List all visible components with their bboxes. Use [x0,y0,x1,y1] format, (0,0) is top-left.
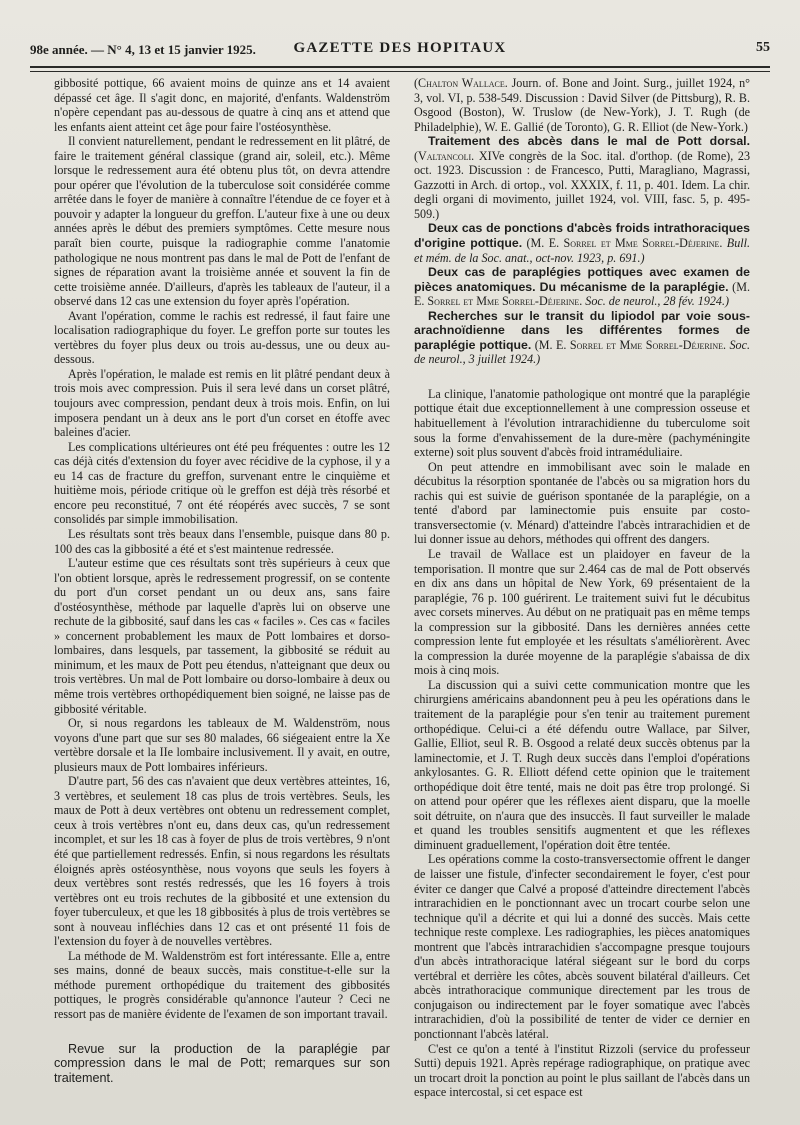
reference-title: Deux cas de ponctions d'abcès froids intrathoraciques d'origine pottique. [414,221,750,251]
paragraph: D'autre part, 56 des cas n'avaient que deux vertèbres atteintes, 16, 3 vertèbres, et seulement 18 cas plus de trois vertèbres. Seuls, les maux de Pott à deux vertèbres ont obtenu un redressement complet, ceux à trois vertèbres n'ont eu, dans deux cas, qu'un redressement incomplet, et sur les 18 cas à foyer de plus de trois vertèbres, 9 n'ont été que partiellement redressés. Enfin, si nous regardons les résultats éloignés après ostéosynthèse, nous voyons que seuls les foyers à deux vertèbres sont restés redressés, que les 16 foyers à trois vertèbres ont eu trois rechutes de la gibbosité et une extension du foyer tuberculeux, et que les 18 gibbosités à plus de trois vertèbres se sont à nouveau infléchies dans 12 cas et ont présenté 11 fois de l'extension du foyer à de nouvelles vertèbres. [54,774,390,949]
paragraph: Il convient naturellement, pendant le redressement en lit plâtré, de faire le traitement général classique (grand air, soleil, etc.). Même lorsque le redressement aura été obtenu plus tôt, on devra attendre pour opérer que l'évolution de la tuberculose soit considérée comme arrêtée dans le foyer de manière à connaître l'étendue de ce foyer et à pouvoir y adapter la longueur du greffon. L'auteur fixe à une ou deux années après le début des premiers symptômes. Cette mesure nous paraît bien courte, puisque la radiographie comme l'anatomie pathologique ne nous montrent pas dans le mal de Pott de l'enfant de signes de réparation avant la troisième année et souvent la fin de cette troisième année. D'ailleurs, d'après les tableaux de l'auteur, il a observé dans 12 cas une extension du foyer après l'opération. [54,134,390,309]
journal-title: GAZETTE DES HOPITAUX [293,40,507,56]
right-column [414,76,750,1116]
reference-details: Soc. de neurol., 3 juillet 1924.) [414,337,750,367]
paragraph: Le travail de Wallace est un plaidoyer en faveur de la temporisation. Il montre que sur 2.464 cas de mal de Pott observés en dix ans dans un hôpital de New York, 69 présentaient de la paraplégie, 76 p. 100 guérirent. Le traitement suivi fut le décubitus avec corsets minerves. Au début on ne pratiquait pas en même temps la compression sur la gibbosité. Dans les dernières années cette compression lente fut employée et les résultats s'améliorèrent. Avec la compression la durée moyenne de la paraplégie s'abaissa de dix mois à cinq mois. [414,546,750,678]
reference-title: Deux cas de paraplégies pottiques avec examen de pièces anatomiques. Du mécanisme de la paraplégie. [414,265,750,294]
reference-entry [414,265,750,309]
left-column [54,76,390,1116]
reference-entry [414,221,750,265]
header-rule-thin [30,71,770,72]
header-rule-thick [30,66,770,68]
paragraph: Or, si nous regardons les tableaux de M. Waldenström, nous voyons d'une part que sur ses 80 malades, 66 siégeaient entre la Xe vertèbre dorsale et la IIe lombaire inclusivement. Il y avait, en outre, plusieurs maux de Pott lombaires inférieurs. [54,716,390,774]
reference-details: XIVe congrès de la Soc. ital. d'orthop. (de Rome), 23 oct. 1923. Discussion : de Francesco, Putti, Maragliano, Magrassi, Gazzotti in Arch. di ortop., vol. XXXIX, f. 11, p. 401. Idem. La chir. degli organi di movimento, juillet 1924, vol. VIII, fasc. 5, p. 495-509.) [414,148,750,221]
paragraph: On peut attendre en immobilisant avec soin le malade en décubitus la résorption spontanée de l'abcès ou sa migration hors du rachis qui est suivie de guérison spontanée de la paraplégie, on a tenté d'abord par laminectomie puis ensuite par costo-transversectomie (v. Ménard) d'atteindre l'abcès intrarachidien et de lui donner issue au dehors, méthodes qui offrent des dangers. [414,459,750,547]
reference-authors: (M. E. Sorrel et Mme Sorrel-Déjerine. [414,279,750,309]
paragraph: La clinique, l'anatomie pathologique ont montré que la paraplégie pottique était due exceptionnellement à une compression osseuse et habituellement à l'évolution intrarachidienne du tuberculome soit sous la forme d'envahissement de la dure-mère (pachyméningite externe) soit plus souvent d'abcès froid intraméduliaire. [414,386,750,460]
reference-authors: (Valtancoli. [414,148,475,163]
paragraph: C'est ce qu'on a tenté à l'institut Rizzoli (service du professeur Sutti) depuis 1921. Après repérage radiographique, on pratique avec un trocart droit la ponction au point le plus saillant de l'abcès dans un espace intercostal, si cet espace est [414,1041,750,1100]
reference-entry [414,76,750,134]
reference-authors: (Chalton Wallace. [414,76,508,90]
section-title: Revue sur la production de la paraplégie par compression dans le mal de Pott; remarques sur son traitement. [54,1041,390,1085]
reference-details: Bull. et mém. de la Soc. anat., oct-nov. 1923, p. 691.) [414,236,750,265]
paragraph: La méthode de M. Waldenström est fort intéressante. Elle a, entre ses mains, donné de beaux succès, mais constitue-t-elle sur la méthode purement orthopédique du traitement des gibbosités pottiques, le progrès considérable qu'annonce l'auteur ? Ceci ne ressort pas de manière évidente de l'examen de son important travail. [54,948,390,1021]
paragraph: Avant l'opération, comme le rachis est redressé, il faut faire une localisation radiographique du foyer. Le greffon porte sur toutes les vertèbres du foyer plus deux ou trois au-dessus, une ou deux au-dessous. [54,308,390,367]
issue-line: 98e année. — N° 4, 13 et 15 janvier 1925. [30,42,256,57]
paragraph: Les complications ultérieures ont été peu fréquentes : outre les 12 cas déjà cités d'extension du foyer avec récidive de la cyphose, il y a eu 14 cas de fracture du greffon, survenant entre le cinquième et huitième mois, période critique où le greffon est déjà très résorbé et encore peu reconstitué, 7 ont été réopérés avec succès, 7 se sont consolidés par simple immobilisation. [54,439,390,527]
paragraph: Les résultats sont très beaux dans l'ensemble, puisque dans 80 p. 100 des cas la gibbosité a été et s'est maintenue redressée. [54,526,390,556]
reference-entry [414,309,750,367]
paragraph: La discussion qui a suivi cette communication montre que les chirurgiens américains abandonnent peu à peu les opérations dans le traitement de la paraplégie pour s'en tenir au traitement purement orthopédique. Celui-ci a été défendu outre Wallace, par Silver, Gallie, Elliot, seul R. B. Osgood a relaté deux succès obtenus par la laminectomie, et J. T. Rugh deux succès dans l'emploi d'opérations ankylosantes. G. R. Elliott défend cette opinion que le traitement orthopédique doit être tenté, mais ne doit pas être trop prolongé. Si on attend pour opérer que les réflexes aient disparu, que la moelle soit détruite, on n'aura que des insuccès. Il faut surveiller le malade et quand les troubles sensitifs augmentent et que les réflexes diminuent graduellement, l'opération doit être tentée. [414,677,750,852]
reference-details: Soc. de neurol., 28 fév. 1924.) [582,294,730,309]
page-number: 55 [756,40,770,55]
reference-entry [414,134,750,221]
running-header [30,38,770,62]
reference-authors: (M. E. Sorrel et Mme Sorrel-Déjerine. [531,337,727,352]
reference-title: Recherches sur le transit du lipiodol par voie sous-arachnoïdienne dans les différentes formes de paraplégie pottique. [414,308,750,352]
paragraph: L'auteur estime que ces résultats sont très supérieurs à ceux que l'on obtient lorsque, après le redressement progressif, on se contente du port d'un corset pendant un ou deux ans, sans faire d'ostéosynthèse, méthode par laquelle d'après lui on observe une rechute de la gibbosité, sauf dans les cas « faciles ». Ces cas « faciles » concernent probablement les maux de Pott lombaires et dorso-lombaires, dans lesquels, par tassement, la gibbosité se réduit au minimum, et les maux de Pott peu étendus, n'atteignant que deux ou trois vertèbres. Un mal de Pott lombaire ou dorso-lombaire à deux ou même trois vertèbres orthopédiquement bien soigné, ne laisse pas de gibbosité véritable. [54,556,390,716]
reference-title: Traitement des abcès dans le mal de Pott dorsal. [428,134,750,149]
paragraph: Après l'opération, le malade est remis en lit plâtré pendant deux à trois mois avec compression. Puis il sera levé dans un corset plâtré, toujours avec compression, pendant deux à trois mois. Enfin, on lui imposera pendant un à deux ans le port d'un corset en étoffe avec baleines d'acier. [54,366,390,440]
reference-details: Journ. of. Bone and Joint. Surg., juillet 1924, n° 3, vol. VI, p. 538-549. Discussion : David Silver (de Pittsburg), R. B. Osgood (Boston), W. Truslow (de New-York), J. T. Rugh (de Philadelphie), W. E. Gallié (de Toronto), G. R. Elliot (de New-York.) [414,76,750,134]
reference-authors: (M. E. Sorrel et Mme Sorrel-Déjerine. [522,236,723,251]
paragraph: Les opérations comme la costo-transversectomie offrent le danger de laisser une fistule, d'infecter secondairement le foyer, c'est pour éviter ce danger que Calvé a proposé d'atteindre directement l'abcès intrarachidien en le ponctionnant avec un trocart courbe selon une technique qu'il a décrite et qui lui a donné des succès. Mais cette technique reste complexe. Les radiographies, les pièces anatomiques montrent que l'abcès intrarachidien s'accompagne presque toujours d'un abcès intrathoracique latéral siégeant sur le bord du corps vertébral et derrière les côtes, abcès souvent bilatéral d'ailleurs. Cet abcès intrathoracique communique directement par les trous de conjugaison ou indirectement par le foyer somatique avec l'abcès intrarachidien, d'où la possibilité de tenter de vider ce dernier en ponctionnant l'abcès latéral. [414,852,750,1041]
paragraph: gibbosité pottique, 66 avaient moins de quinze ans et 14 avaient dépassé cet âge. Il s'agit donc, en majorité, d'enfants. Waldenström n'opère cependant pas au-dessous de quatre à cinq ans et attend que les enfants aient atteint cet âge pour faire l'ostéosynthèse. [54,76,390,134]
